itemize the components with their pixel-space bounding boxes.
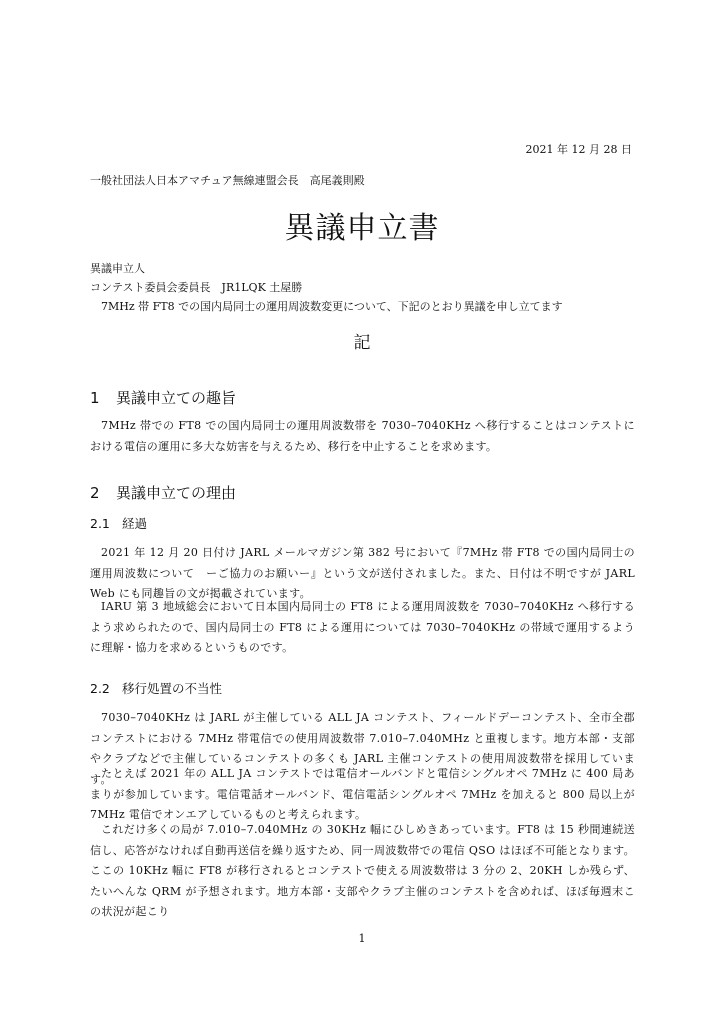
subsection-2-1-number: 2.1 xyxy=(90,516,110,531)
subsection-2-2-paragraph-3: これだけ多くの局が 7.010–7.040MHz の 30KHz 幅にひしめきあっています。FT8 は 15 秒間連続送信し、応答がなければ自動再送信を繰り返すため、同一周波数帯での電信 QSO はほぼ不可能となります。ここの 10KHz 幅に FT8 が移行されるとコンテストで使える周波数帯は 3 分の 2、20KH しか残らず、たいへんな QRM が予想されます。地方本部・支部やクラブ主催のコンテストを含めれば、ほぼ毎週末この状況が起こり xyxy=(90,823,635,918)
applicant-name: コンテスト委員会委員長 JR1LQK 土屋勝 xyxy=(90,281,303,294)
subsection-2-2-paragraph-2: たとえば 2021 年の ALL JA コンテストでは電信オールバンドと電信シングルオペ 7MHz に 400 局あまりが参加しています。電信電話オールバンド、電信電話シングルオペ 7MHz を加えると 800 局以上が 7MHz 電信でオンエアしているものと考えられます。 xyxy=(90,767,635,821)
subsection-2-2-heading xyxy=(90,679,222,697)
subsection-2-1-paragraph-1: 2021 年 12 月 20 日付け JARL メールマガジン第 382 号において『7MHz 帯 FT8 での国内局同士の運用周波数について ーご協力のお願いー』という文が送付されました。また、日付は不明ですが JARL Web にも同趣旨の文が掲載されています。 xyxy=(90,546,635,600)
section-2-number: 2 xyxy=(90,484,100,502)
subsection-2-2-paragraph-1: 7030–7040KHz は JARL が主催している ALL JA コンテスト、フィールドデーコンテスト、全市全郡コンテストにおける 7MHz 帯電信での使用周波数帯 7.010–7.040MHz と重複します。地方本部・支部やクラブなどで主催しているコンテストの多くも JARL 主催コンテストの使用周波数帯を採用しています。 xyxy=(90,711,635,786)
subsection-2-2-number: 2.2 xyxy=(90,681,110,696)
subsection-2-2-title: 移行処置の不当性 xyxy=(122,681,223,696)
intro-statement: 7MHz 帯 FT8 での国内局同士の運用周波数変更について、下記のとおり異議を申し立てます xyxy=(101,300,563,313)
page-number: 1 xyxy=(358,932,366,945)
document-date: 2021 年 12 月 28 日 xyxy=(525,143,632,156)
section-1-heading xyxy=(90,387,236,408)
subsection-2-1-title: 経過 xyxy=(122,516,148,531)
subsection-2-1-paragraph-2: IARU 第 3 地域総会において日本国内局同士の FT8 による運用周波数を 7030–7040KHz へ移行するよう求められたので、国内局同士の FT8 による運用については 7030–7040KHz の帯域で運用するように理解・協力を求めるというものです。 xyxy=(90,600,635,654)
section-2-heading xyxy=(90,482,236,503)
ki-heading: 記 xyxy=(353,333,371,353)
applicant-label: 異議申立人 xyxy=(90,262,145,275)
document-title: 異議申立書 xyxy=(284,211,440,246)
section-2-title: 異議申立ての理由 xyxy=(116,484,237,502)
addressee: 一般社団法人日本アマチュア無線連盟会長 高尾義則殿 xyxy=(90,174,365,187)
section-1-number: 1 xyxy=(90,389,100,407)
section-1-paragraph: 7MHz 帯での FT8 での国内局同士の運用周波数帯を 7030–7040KHz へ移行することはコンテストにおける電信の運用に多大な妨害を与えるため、移行を中止することを求めます。 xyxy=(90,419,635,453)
section-1-title: 異議申立ての趣旨 xyxy=(116,389,237,407)
subsection-2-1-heading xyxy=(90,514,147,532)
